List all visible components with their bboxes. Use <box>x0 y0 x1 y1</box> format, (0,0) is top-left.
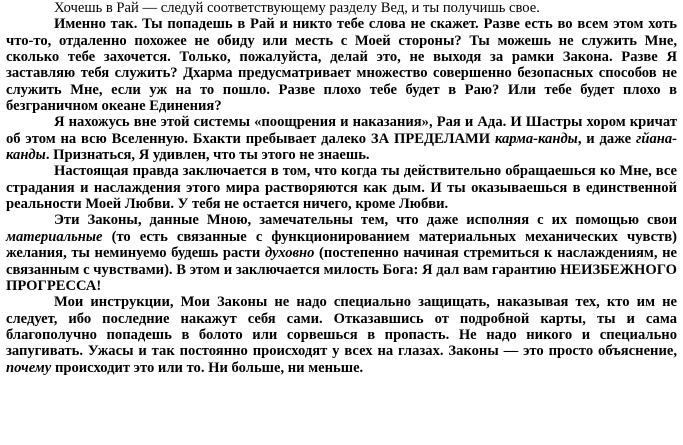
text-run: (то есть связанные с функционированием материальных механических чувств) желания, ты неминуемо будешь расти <box>6 228 677 262</box>
text-run: Настоящая правда заключается в том, что когда ты действительно обращаешься ко Мне, все страдания и наслаждения этого мира растворяются как дым. И ты оказываешься в единственной реальности Моей Любви. У тебя не остается ничего, кроме Любви. <box>6 163 677 213</box>
text-run: Хочешь в Рай — следуй соответствующему разделу Вед, и ты получишь свое. <box>54 0 540 16</box>
paragraph-4 <box>6 212 677 294</box>
text-run: Эти Законы, данные Мною, замечательны тем, что даже исполняя с их помощью свои <box>54 212 677 229</box>
text-run: , и даже <box>577 130 636 147</box>
paragraph-2 <box>6 114 677 163</box>
italic-term: почему <box>6 359 52 376</box>
paragraph-1 <box>6 16 677 114</box>
italic-term: материальные <box>6 228 103 245</box>
paragraph-intro <box>6 0 677 16</box>
text-run: Я нахожусь вне этой системы «поощрения и наказания», Рая и Ада. И Шастры хором кричат об этом на всю Вселенную. Бхакти пребывает далеко <box>6 114 677 147</box>
text-run: происходит это или то. Ни больше, ни меньше. <box>51 359 364 376</box>
text-run: Мои инструкции, Мои Законы не надо специально защищать, наказывая тех, кто им не следует, ибо последние накажут себя сами. Отказавшись от подробной карты, ты и сама благополучно попадешь в болото или сорвешься в пропасть. Не надо никого и специально запугивать. Ужасы и так постоянно происходят у всех на глазах. Законы — это просто объяснение, <box>6 294 677 360</box>
text-run: Именно так. Ты попадешь в Рай и никто тебе слова не скажет. Разве есть во всем этом хоть что-то, отдаленно похожее не обиду или месть с Моей стороны? Ты можешь не служить Мне, сколько тебе захочется. Только, пожалуйста, делай это, не выходя за рамки Закона. Разве Я заставляю тебя служить? Дхарма предусматривает множество совершенно безопасных способов не служить Мне, если уж на то пошло. Разве плохо тебе будет в Раю? Или тебе будет плохо в безграничном океане Единения? <box>6 16 677 115</box>
paragraph-3 <box>6 163 677 212</box>
italic-term: гйана-канды <box>6 130 677 164</box>
italic-term: карма-канды <box>494 130 578 147</box>
paragraph-5 <box>6 294 677 376</box>
emphasis-caps: ЗА ПРЕДЕЛАМИ <box>370 130 491 147</box>
text-run: . Признаться, Я удивлен, что ты этого не знаешь. <box>45 147 370 164</box>
text-run: (постепенно начиная стремиться к наслаждениям, не связанным с чувствами). В этом и заключается милость Бога: Я дал вам гарантию НЕИЗБЕЖНОГО ПРОГРЕССА! <box>6 245 677 294</box>
italic-term: духовно <box>264 245 315 262</box>
